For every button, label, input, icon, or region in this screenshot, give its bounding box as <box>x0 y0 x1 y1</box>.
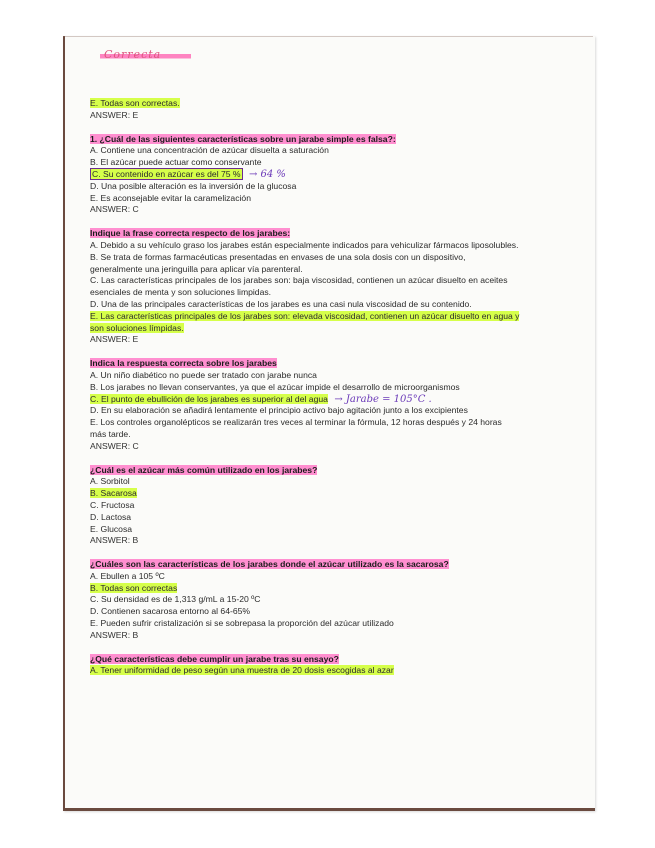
option-e: E. Es aconsejable evitar la caramelización <box>90 192 251 203</box>
option-b: B. Todas son correctas <box>90 582 178 593</box>
handwritten-note: → 64 % <box>248 168 286 180</box>
answer-line: ANSWER: B <box>90 535 139 546</box>
option-b: B. El azúcar puede actuar como conservante <box>90 157 262 168</box>
question-5: ¿Cuáles son las características de los jarabes donde el azúcar utilizado es la sacarosa? <box>90 559 449 570</box>
option-b: B. Los jarabes no llevan conservantes, ya que el azúcar impide el desarrollo de microorganismos <box>90 381 460 392</box>
prev-option-e: E. Todas son correctas. <box>90 98 180 108</box>
option-a: A. Un niño diabético no puede ser tratado con jarabe nunca <box>90 369 317 380</box>
option-e: E. Glucosa <box>90 523 133 534</box>
option-a: A. Ebullen a 105 ºC <box>90 570 165 581</box>
exam-content <box>90 98 520 677</box>
option-d: D. Una posible alteración es la inversión de la glucosa <box>90 180 297 191</box>
option-a: A. Tener uniformidad de peso según una muestra de 20 dosis escogidas al azar <box>90 665 394 676</box>
question-1: 1. ¿Cuál de las siguientes características sobre un jarabe simple es falsa?: <box>90 133 396 144</box>
option-c: C. El punto de ebullición de los jarabes es superior al del agua → Jarabe = 105°C . <box>90 393 432 405</box>
option-e: E. Pueden sufrir cristalización si se sobrepasa la proporción del azúcar utilizado <box>90 618 394 629</box>
question-4: ¿Cuál es el azúcar más común utilizado en los jarabes? <box>90 464 318 475</box>
option-e: E. Las características principales de los jarabes son: elevada viscosidad, contienen un azúcar disuelto en agua y son soluciones límpidas. <box>90 310 520 333</box>
option-d: D. Contienen sacarosa entorno al 64-65% <box>90 606 251 617</box>
answer-line: ANSWER: E <box>90 334 139 345</box>
answer-line: ANSWER: C <box>90 204 139 215</box>
page-top-edge <box>63 36 593 37</box>
option-e: E. Los controles organolépticos se realizarán tres veces al terminar la fórmula, 12 horas después y 24 horas más tarde. <box>90 417 502 439</box>
option-c: C. Su contenido en azúcar es del 75 % → 64 % <box>92 168 286 180</box>
option-c: C. Fructosa <box>90 499 135 510</box>
answer-line: ANSWER: C <box>90 440 139 451</box>
option-a: A. Contiene una concentración de azúcar disuelta a saturación <box>90 145 329 156</box>
option-d: D. Una de las principales características de los jarabes es una casi nula viscosidad de su contenido. <box>90 298 472 309</box>
handwritten-header: Correcta <box>100 48 191 61</box>
option-c: C. Las características principales de los jarabes son: baja viscosidad, contienen un azúcar disuelto en aceites esenciales de menta y son soluciones limpidas. <box>90 275 508 298</box>
answer-line: ANSWER: E <box>90 109 139 120</box>
option-c: C. Su densidad es de 1,313 g/mL a 15-20 ºC <box>90 594 261 605</box>
handwritten-note: → Jarabe = 105°C . <box>334 393 432 405</box>
answer-line: ANSWER: B <box>90 629 139 640</box>
option-d: D. Lactosa <box>90 511 132 522</box>
question-6: ¿Qué características debe cumplir un jarabe tras su ensayo? <box>90 653 339 664</box>
option-a: A. Sorbitol <box>90 476 130 487</box>
option-d: D. En su elaboración se añadirá lentamente el principio activo bajo agitación junto a los excipientes <box>90 405 468 416</box>
question-3: Indica la respuesta correcta sobre los jarabes <box>90 358 277 369</box>
question-2: Indique la frase correcta respecto de los jarabes: <box>90 228 291 239</box>
option-b: B. Sacarosa <box>90 488 137 499</box>
option-a: A. Debido a su vehículo graso los jarabes están especialmente indicados para vehiculizar fármacos liposolubles. <box>90 239 519 250</box>
option-b: B. Se trata de formas farmacéuticas presentadas en envases de una sola dosis con un dispositivo, generalmente una jeringuilla para aplicar vía parenteral. <box>90 251 466 274</box>
